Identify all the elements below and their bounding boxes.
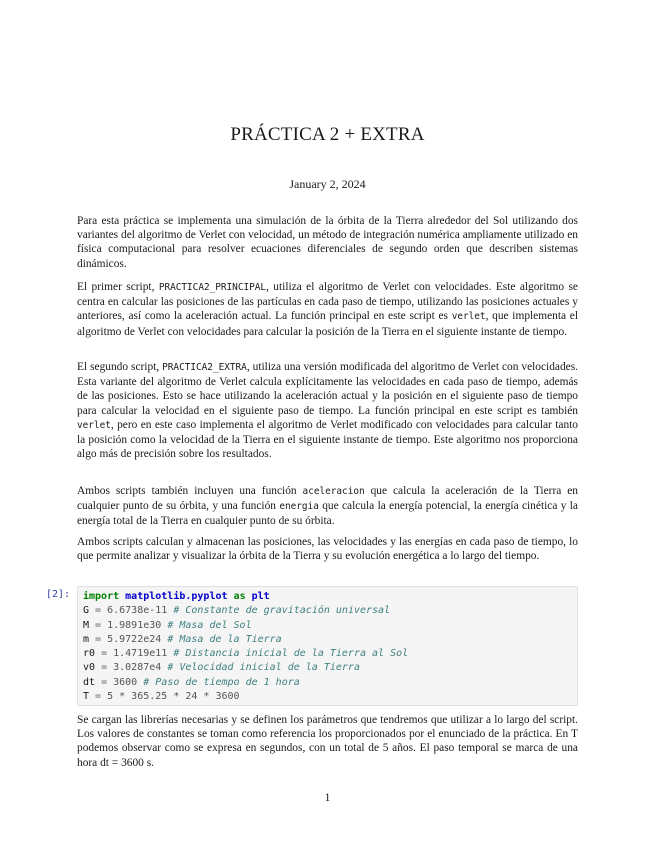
code-comment: # Constante de gravitación universal [173, 605, 391, 617]
code-keyword: import [83, 591, 120, 602]
text-segment: El segundo script, [77, 361, 163, 373]
paragraph-intro: Para esta práctica se implementa una simulación de la órbita de la Tierra alrededor del Sol utilizando dos variantes del algoritmo de Verlet con velocidad, un método de integración numérica ampliamente utilizado en física computacional para resolver ecuaciones diferenciales de segundo orden que describen sistemas dinámicos. [77, 215, 578, 270]
cell-prompt: [2]: [46, 589, 71, 600]
code-comment: # Distancia inicial de la Tierra al Sol [173, 648, 409, 660]
code-comment: # Masa de la Tierra [167, 633, 282, 645]
text-segment: Ambos scripts también incluyen una función [77, 485, 303, 497]
code-op: = [95, 662, 114, 674]
paragraph-functions [77, 484, 578, 529]
code-value: 6.6738e-11 [107, 605, 168, 617]
code-keyword: as [233, 591, 246, 602]
document-date: January 2, 2024 [289, 177, 366, 191]
code-module: matplotlib.pyplot [125, 591, 228, 602]
code-line [83, 619, 572, 633]
code-value: 5 * 365.25 * 24 * 3600 [107, 691, 240, 703]
code-value: 5.9722e24 [107, 633, 162, 645]
code-var: dt [83, 676, 96, 688]
inline-code: PRACTICA2_PRINCIPAL [158, 282, 267, 293]
code-var: r0 [83, 648, 96, 660]
text-segment: , utiliza el algoritmo de Verlet con velocidades. Este algoritmo se centra en calcular las posiciones de las partículas en cada paso de tiempo, utilizando las posiciones actuales y anteriores, así como la aceleración actual. La función principal en este script es [77, 281, 578, 323]
paragraph-parameters: Se cargan las librerías necesarias y se definen los parámetros que tendremos que utilizar a lo largo del script. Los valores de constantes se toman como referencia los proporcionados por el enunciado de la práctica. En T podemos observar como se expresa en segundos, con un total de 5 años. El paso temporal se marca de una hora dt = 3600 s. [77, 714, 578, 769]
text-segment: , utiliza una versión modificada del algoritmo de Verlet con velocidades. Esta variante del algoritmo de Verlet calcula explícitamente las velocidades en cada paso de tiempo, además de las posiciones. Esto se hace utilizando la aceleración actual y la posición en el siguiente paso de tiempo para calcular la velocidad en el siguiente paso de tiempo. La función principal en este script es también [77, 361, 578, 417]
code-line [83, 690, 572, 704]
code-op: = [95, 648, 114, 660]
code-line [83, 604, 572, 618]
code-line [83, 661, 572, 675]
inline-code: PRACTICA2_EXTRA [162, 362, 247, 373]
text-segment: que calcula la aceleración de la Tierra en cualquier punto de su órbita, y una función [77, 485, 578, 513]
code-alias: plt [251, 591, 270, 602]
text-segment: El primer script, [77, 281, 159, 293]
text-segment: que calcula la energía potencial, la energía cinética y la energía total de la Tierra en cualquier punto de su órbita. [77, 500, 578, 528]
code-line [83, 676, 572, 690]
code-var: m [83, 633, 90, 645]
code-var: v0 [83, 662, 96, 674]
paragraph-first-script [77, 280, 578, 339]
inline-code: aceleracion [302, 486, 365, 497]
code-value: 1.9891e30 [107, 619, 162, 631]
code-op: = [89, 633, 108, 645]
paragraph-storage: Ambos scripts calculan y almacenan las posiciones, las velocidades y las energías en cada paso de tiempo, lo que permite analizar y visualizar la órbita de la Tierra y su evolución energética a lo largo del tiempo. [77, 536, 578, 563]
paragraph-second-script [77, 360, 578, 461]
code-var: G [83, 605, 90, 617]
page-number: 1 [324, 792, 331, 804]
code-comment: # Paso de tiempo de 1 hora [143, 676, 300, 688]
code-comment: # Masa del Sol [167, 619, 252, 631]
code-line [83, 590, 572, 604]
inline-code: verlet [77, 419, 111, 431]
text-segment: , que implementa el algoritmo de Verlet con velocidades para calcular la posición de la Tierra en el siguiente instante de tiempo. [77, 310, 578, 338]
code-var: M [83, 619, 90, 631]
inline-code: verlet [451, 311, 486, 323]
code-comment: # Velocidad inicial de la Tierra [167, 662, 360, 674]
document-title: PRÁCTICA 2 + EXTRA [230, 124, 425, 145]
code-value: 3600 [113, 676, 138, 688]
code-line [83, 647, 572, 661]
code-value: 3.0287e4 [113, 662, 162, 674]
code-op: = [89, 619, 108, 631]
code-line [83, 633, 572, 647]
code-op: = [89, 605, 108, 617]
text-segment: , pero en este caso implementa el algoritmo de Verlet modificado con velocidades para calcular tanto la posición como la velocidad de la Tierra en el siguiente instante de tiempo. Este algoritmo nos proporciona algo más de precisión sobre los resultados. [77, 418, 578, 461]
code-var: T [83, 691, 90, 703]
code-value: 1.4719e11 [113, 648, 168, 660]
code-op: = [95, 676, 114, 688]
code-op: = [89, 691, 108, 703]
code-cell[interactable] [77, 586, 578, 706]
inline-code: energia [279, 501, 319, 513]
